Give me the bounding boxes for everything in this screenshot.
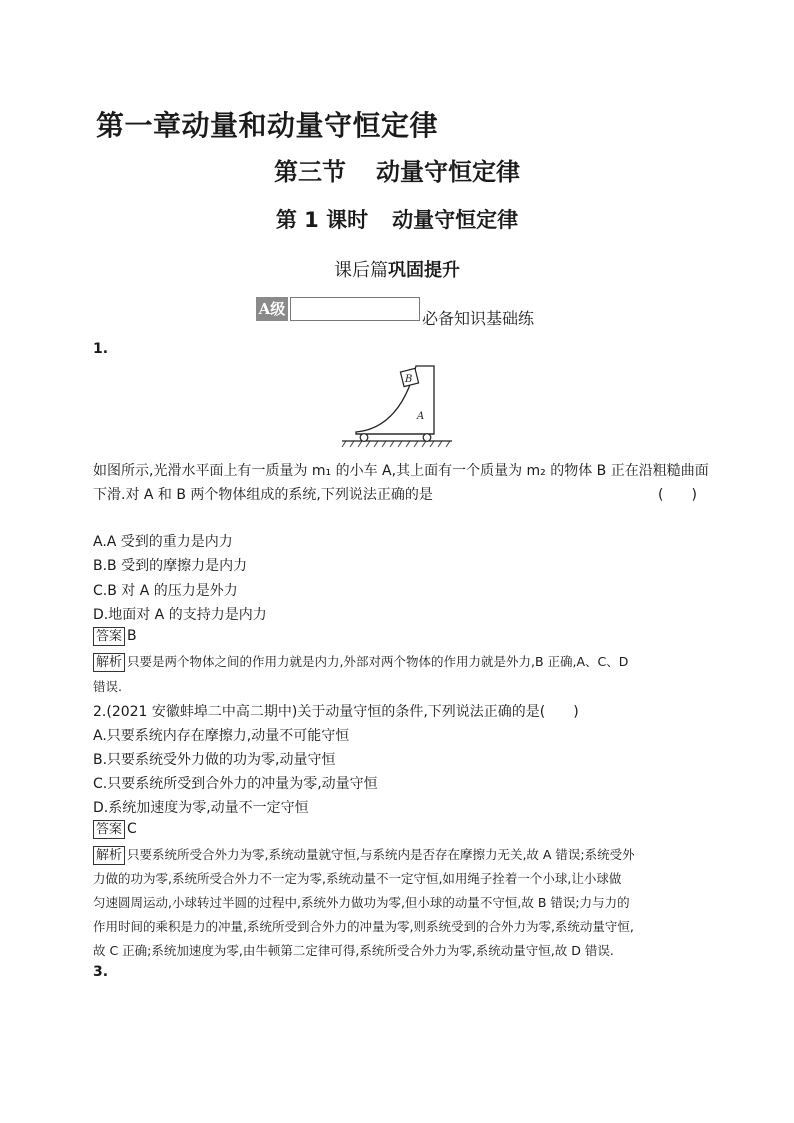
q1-answer-blank: ( )	[658, 487, 697, 503]
cart-body	[356, 366, 434, 434]
level-badge: A级	[256, 297, 288, 321]
q1-analysis-text: 只要是两个物体之间的作用力就是内力,外部对两个物体的作用力就是外力,B 正确,A、C、D	[127, 654, 629, 669]
q2-answer-value: C	[127, 821, 137, 837]
q1-option-d: D.地面对 A 的支持力是内力	[93, 607, 267, 623]
figure-label-a: A	[417, 411, 425, 422]
answer-label: 答案	[93, 820, 125, 839]
q1-option-a: A.A 受到的重力是内力	[93, 534, 233, 550]
practice-title	[0, 256, 794, 282]
q1-option-b: B.B 受到的摩擦力是内力	[93, 558, 248, 574]
section-name: 动量守恒定律	[376, 158, 520, 186]
q2-option-c: C.只要系统所受到合外力的冲量为零,动量守恒	[93, 776, 378, 792]
q2-option-d: D.系统加速度为零,动量不一定守恒	[93, 800, 309, 816]
q2-stem: 2.(2021 安徽蚌埠二中高二期中)关于动量守恒的条件,下列说法正确的是( )	[93, 704, 579, 720]
practice-emphasis: 巩固提升	[388, 260, 460, 281]
wheel-left	[360, 434, 368, 442]
q2-option-a: A.只要系统内存在摩擦力,动量不可能守恒	[93, 728, 350, 744]
wheel-right	[423, 434, 431, 442]
q2-analysis-line2: 力做的功为零,系统所受合外力不一定为零,系统动量不一定守恒,如用绳子拴着一个小球,让小球做	[93, 871, 622, 886]
lesson-title	[0, 204, 794, 234]
q1-stem-line2: 下滑.对 A 和 B 两个物体组成的系统,下列说法正确的是	[93, 487, 433, 503]
analysis-label: 解析	[93, 653, 125, 672]
question-1-number: 1.	[93, 341, 109, 357]
practice-prefix: 课后篇	[334, 260, 388, 281]
lesson-name: 动量守恒定律	[392, 208, 519, 232]
q2-analysis-line1	[93, 845, 635, 865]
q2-analysis-text: 只要系统所受合外力为零,系统动量就守恒,与系统内是否存在摩擦力无关,故 A 错误;系统受外	[127, 847, 635, 862]
question-3-number: 3.	[93, 964, 109, 980]
chapter-title: 第一章动量和动量守恒定律	[96, 109, 439, 142]
q1-option-c: C.B 对 A 的压力是外力	[93, 583, 238, 599]
lesson-number: 第 1 课时	[275, 208, 369, 232]
answer-label: 答案	[93, 627, 125, 646]
analysis-label: 解析	[93, 846, 125, 865]
figure-label-b: B	[405, 374, 413, 385]
q1-analysis-line1	[93, 652, 628, 672]
figure-cart-incline	[338, 362, 456, 448]
section-title	[0, 152, 794, 187]
section-number: 第三节	[274, 158, 346, 186]
q2-analysis-line4: 作用时间的乘积是力的冲量,系统所受到合外力的冲量为零,则系统受到的合外力为零,系统动量守恒,	[93, 919, 634, 934]
level-label: 必备知识基础练	[422, 309, 535, 328]
q1-answer-value: B	[127, 628, 137, 644]
q2-option-b: B.只要系统受外力做的功为零,动量守恒	[93, 752, 336, 768]
q1-answer	[93, 627, 137, 646]
q1-stem-line1: 如图所示,光滑水平面上有一质量为 m₁ 的小车 A,其上面有一个质量为 m₂ 的物体 B 正在沿粗糙曲面	[93, 463, 709, 479]
q1-analysis-line2: 错误.	[93, 679, 122, 694]
q2-analysis-line3: 匀速圆周运动,小球转过半圆的过程中,系统外力做功为零,但小球的动量不守恒,故 B 错误;力与力的	[93, 895, 630, 910]
q2-analysis-line5: 故 C 正确;系统加速度为零,由牛顿第二定律可得,系统所受合外力为零,系统动量守恒,故 D 错误.	[93, 943, 614, 958]
q2-answer	[93, 820, 137, 839]
level-field	[290, 297, 420, 321]
